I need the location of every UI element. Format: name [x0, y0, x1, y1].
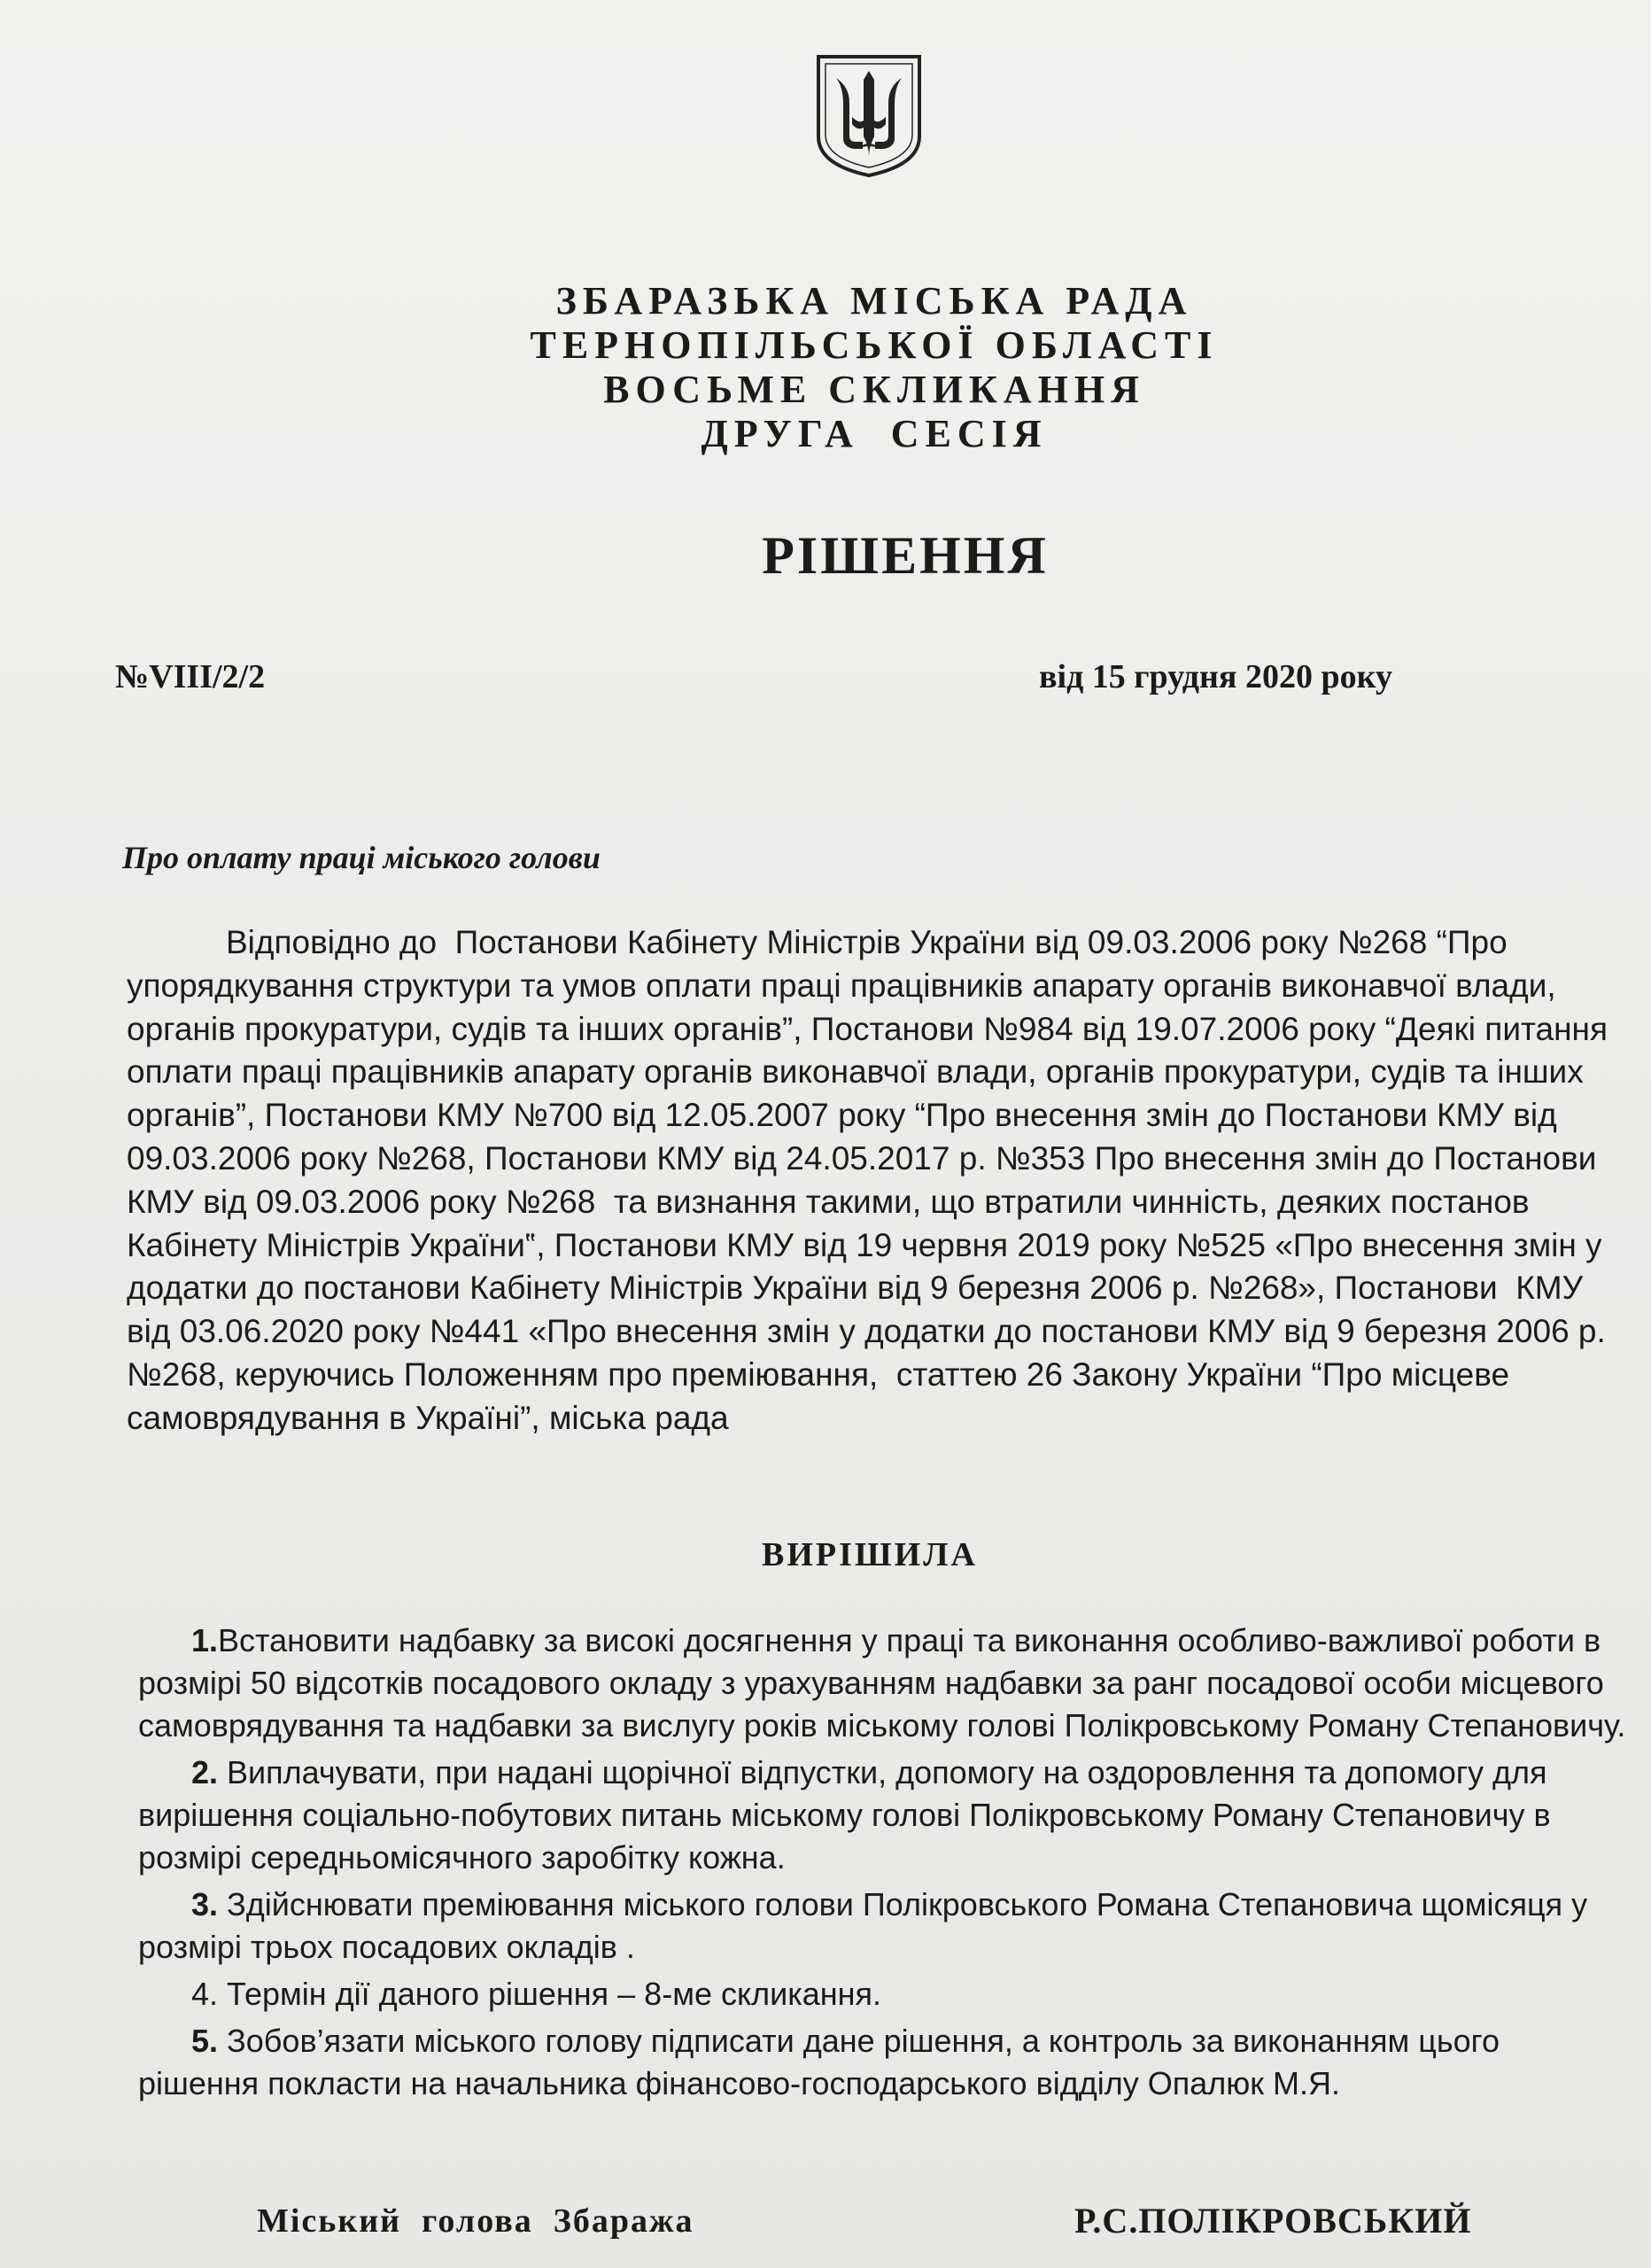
decision-item: 4. Термін дії даного рішення – 8-ме скликання. — [191, 1976, 882, 2012]
preamble — [127, 921, 1632, 1441]
header-line-region: ТЕРНОПІЛЬСЬКОЇ ОБЛАСТІ — [530, 323, 1219, 367]
decision-number: №VIII/2/2 — [115, 658, 266, 695]
decision-item: 3. Здійснювати преміювання міського голови Полікровського Романа Степановича щомісяця у розмірі трьох посадових окладів . — [138, 1886, 1588, 1965]
signatory-position: Міський голова Збаража — [257, 2202, 694, 2240]
council-header — [0, 279, 1651, 456]
decision-items — [138, 1619, 1626, 2109]
header-line-session: ДРУГА СЕСІЯ — [701, 412, 1048, 455]
decided-heading: ВИРІШИЛА — [762, 1536, 978, 1573]
decision-item: 1.Встановити надбавку за високі досягнення у праці та виконання особливо-важливої роботи в розмірі 50 відсотків посадового окладу з урахуванням надбавки за ранг посадової особи місцевого самоврядування та надбавки за вислугу років міському голові Полікровському Роману Степановичу. — [138, 1622, 1626, 1744]
coat-of-arms-icon — [813, 51, 925, 180]
decision-item: 2. Виплачувати, при надані щорічної відпустки, допомогу на оздоровлення та допомогу для вирішення соціально-побутових питань міському голові Полікровському Роману Степановичу в розмірі середньомісячного заробітку кожна. — [138, 1754, 1551, 1876]
header-line-convocation: ВОСЬМЕ СКЛИКАННЯ — [603, 368, 1145, 411]
decision-item: 5. Зобов’язати міського голову підписати дане рішення, а контроль за виконанням цього рішення покласти на начальника фінансово-господарського відділу Опалюк М.Я. — [138, 2023, 1500, 2101]
decision-subject: Про оплату праці міського голови — [122, 840, 601, 875]
decision-date: від 15 грудня 2020 року — [1039, 658, 1392, 695]
signatory-name: Р.С.ПОЛІКРОВСЬКИЙ — [1074, 2201, 1472, 2241]
preamble-text: Відповідно до Постанови Кабінету Міністрів України від 09.03.2006 року №268 “Про упорядкування структури та умов оплати праці працівників апарату органів виконавчої влади, органів прокуратури, судів та інших органів”, Постанови №984 від 19.07.2006 року “Деякі питання оплати праці працівників апарату органів виконавчої влади, органів прокуратури, судів та інших органів”, Постанови КМУ №700 від 12.05.2007 року “Про внесення змін до Постанови КМУ від 09.03.2006 року №268, Постанови КМУ від 24.05.2017 р. №353 Про внесення змін до Постанови КМУ від 09.03.2006 року №268 та визнання такими, що втратили чинність, деяких постанов Кабінету Міністрів України‟, Постанови КМУ від 19 червня 2019 року №525 «Про внесення змін у додатки до постанови Кабінету Міністрів України від 9 березня 2006 р. №268», Постанови КМУ від 03.06.2020 року №441 «Про внесення змін у додатки до постанови КМУ від 9 березня 2006 р. №268, керуючись Положенням про преміювання, статтею 26 Закону України “Про місцеве самоврядування в Україні”, міська рада — [127, 924, 1617, 1436]
document-title: РІШЕННЯ — [762, 526, 1049, 585]
header-line-council: ЗБАРАЗЬКА МІСЬКА РАДА — [555, 279, 1193, 322]
